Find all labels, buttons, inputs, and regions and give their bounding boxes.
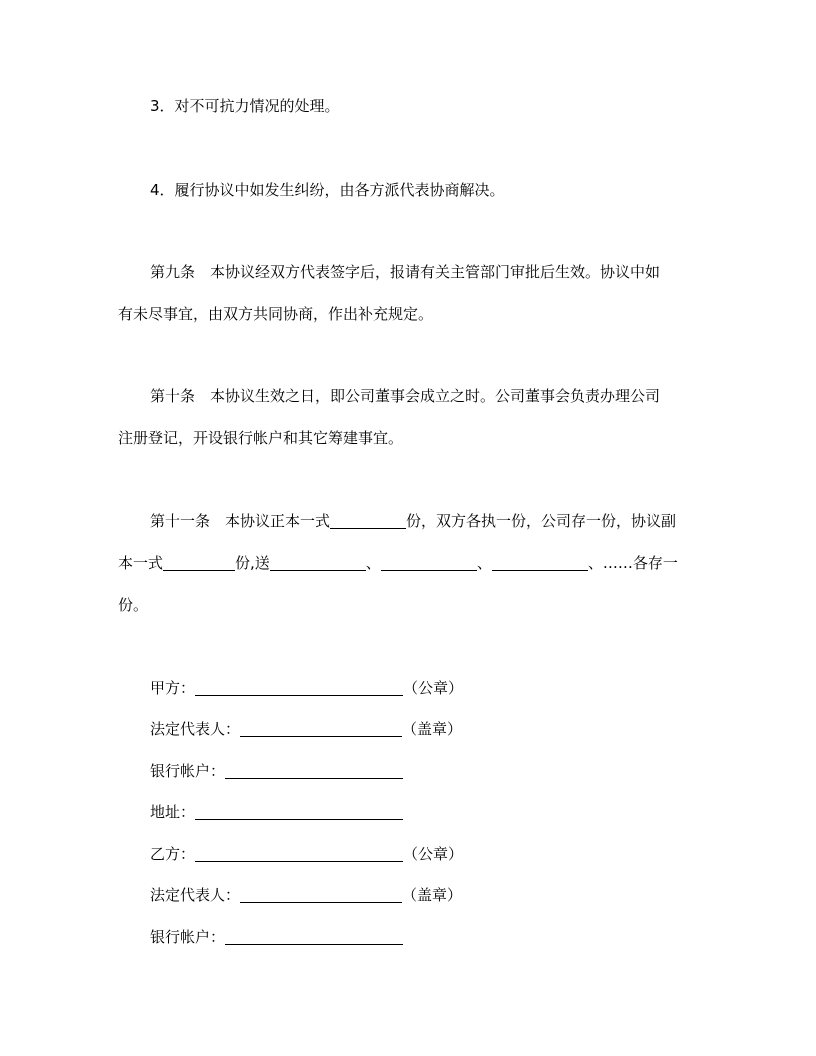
article-10-line-2: 注册登记，开设银行帐户和其它筹建事宜。 xyxy=(118,429,404,447)
article-11-text-c: 本一式 xyxy=(118,554,164,572)
legal-rep-b-blank[interactable] xyxy=(240,887,402,903)
clause-item-4: 4．履行协议中如发生纠纷，由各方派代表协商解决。 xyxy=(150,181,505,199)
article-11-text-e: 、……各存一 xyxy=(587,554,678,572)
party-a-seal: （公章） xyxy=(403,679,464,697)
signature-legal-rep-a xyxy=(150,720,462,738)
article-11-sep-1: 、 xyxy=(365,554,381,572)
bank-a-blank[interactable] xyxy=(225,763,403,779)
signature-legal-rep-b xyxy=(150,886,462,904)
bank-b-blank[interactable] xyxy=(225,929,403,945)
signature-party-a xyxy=(150,679,463,697)
party-b-label: 乙方： xyxy=(150,845,196,863)
article-11-sep-2: 、 xyxy=(476,554,492,572)
party-a-label: 甲方： xyxy=(150,679,196,697)
signature-bank-a xyxy=(150,762,403,780)
article-11-line-3: 份。 xyxy=(118,596,149,614)
legal-rep-a-seal: （盖章） xyxy=(402,720,463,738)
bank-b-label: 银行帐户： xyxy=(150,928,226,946)
article-11-text-a: 第十一条 本协议正本一式 xyxy=(150,512,331,530)
address-a-label: 地址： xyxy=(150,803,196,821)
recipient-blank-2[interactable] xyxy=(381,555,477,571)
recipient-blank-1[interactable] xyxy=(270,555,366,571)
article-9-line-1: 第九条 本协议经双方代表签字后，报请有关主管部门审批后生效。协议中如 xyxy=(150,263,661,281)
legal-rep-a-label: 法定代表人： xyxy=(150,720,241,738)
article-10-line-1: 第十条 本协议生效之日，即公司董事会成立之时。公司董事会负责办理公司 xyxy=(150,387,661,405)
article-11-line-1 xyxy=(150,512,676,530)
copies-original-blank[interactable] xyxy=(330,513,406,529)
article-9-line-2: 有未尽事宜，由双方共同协商，作出补充规定。 xyxy=(118,305,434,323)
recipient-blank-3[interactable] xyxy=(492,555,588,571)
legal-rep-a-blank[interactable] xyxy=(240,721,402,737)
copies-duplicate-blank[interactable] xyxy=(163,555,235,571)
address-a-blank[interactable] xyxy=(195,804,403,820)
article-11-text-d: 份,送 xyxy=(235,554,270,572)
party-a-blank[interactable] xyxy=(195,680,403,696)
article-11-line-2 xyxy=(118,554,678,572)
signature-party-b xyxy=(150,845,463,863)
signature-bank-b xyxy=(150,928,403,946)
party-b-seal: （公章） xyxy=(403,845,464,863)
article-11-text-b: 份，双方各执一份，公司存一份，协议副 xyxy=(406,512,677,530)
bank-a-label: 银行帐户： xyxy=(150,762,226,780)
party-b-blank[interactable] xyxy=(195,846,403,862)
legal-rep-b-label: 法定代表人： xyxy=(150,886,241,904)
clause-item-3: 3．对不可抗力情况的处理。 xyxy=(150,97,340,115)
legal-rep-b-seal: （盖章） xyxy=(402,886,463,904)
signature-address-a xyxy=(150,803,403,821)
